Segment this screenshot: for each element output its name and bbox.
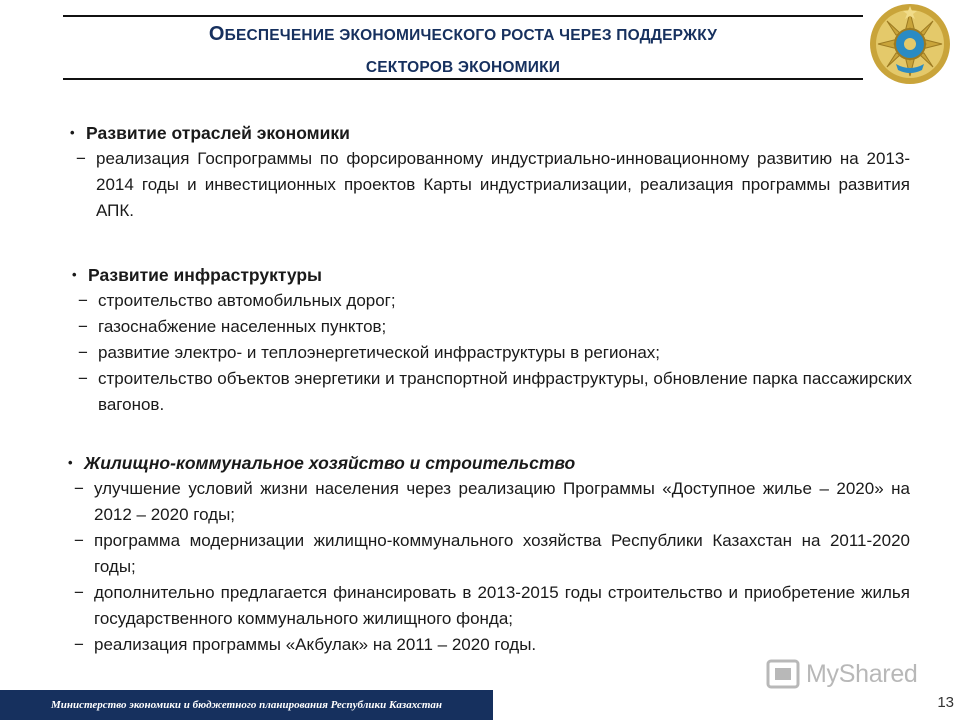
section-housing xyxy=(68,450,910,658)
title-line-1-rest: БЕСПЕЧЕНИЕ ЭКОНОМИЧЕСКОГО РОСТА ЧЕРЕЗ ПОДДЕРЖКУ xyxy=(224,27,718,44)
page-number: 13 xyxy=(937,694,954,711)
section-industry xyxy=(70,120,910,224)
section-heading-text: Развитие инфраструктуры xyxy=(88,265,322,285)
bullet-icon: • xyxy=(72,267,77,282)
title-top-rule xyxy=(63,15,863,17)
list-item xyxy=(72,340,912,366)
myshared-logo-icon xyxy=(766,657,800,691)
list-item-text: реализация Госпрограммы по форсированному индустриально-инновационному развитию на 2013-2014 годы и инвестиционных проектов Карты индустриализации, реализация программы развития АПК. xyxy=(96,149,910,220)
footer-ministry-bar: Министерство экономики и бюджетного планирования Республики Казахстан xyxy=(0,690,493,720)
dash-icon: − xyxy=(74,583,84,602)
section-infrastructure xyxy=(72,262,912,418)
section-heading-text: Жилищно-коммунальное хозяйство и строительство xyxy=(84,453,576,473)
section-heading xyxy=(70,120,910,146)
list-item-text: улучшение условий жизни населения через реализацию Программы «Доступное жилье – 2020» на 2012 – 2020 годы; xyxy=(94,479,910,524)
title-line-2: СЕКТОРОВ ЭКОНОМИКИ xyxy=(365,59,561,76)
list-item-text: развитие электро- и теплоэнергетической инфраструктуры в регионах; xyxy=(98,343,661,362)
list-item-text: строительство автомобильных дорог; xyxy=(98,291,396,310)
list-item xyxy=(68,580,910,632)
dash-icon: − xyxy=(78,343,88,362)
watermark xyxy=(766,654,926,694)
dash-icon: − xyxy=(74,479,84,498)
section-heading xyxy=(72,262,912,288)
section-heading xyxy=(68,450,910,476)
list-item-text: реализация программы «Акбулак» на 2011 – 2020 годы. xyxy=(94,635,537,654)
list-item xyxy=(72,314,912,340)
list-item-text: строительство объектов энергетики и транспортной инфраструктуры, обновление парка пассажирских вагонов. xyxy=(98,369,912,414)
list-item xyxy=(68,528,910,580)
dash-icon: − xyxy=(78,291,88,310)
kazakhstan-emblem-icon xyxy=(868,2,952,86)
bullet-icon: • xyxy=(70,125,75,140)
list-item-text: газоснабжение населенных пунктов; xyxy=(98,317,387,336)
title-bottom-rule xyxy=(63,78,863,80)
dash-icon: − xyxy=(76,149,86,168)
list-item xyxy=(68,476,910,528)
list-item xyxy=(72,288,912,314)
page-title xyxy=(63,18,863,84)
section-heading-text: Развитие отраслей экономики xyxy=(86,123,350,143)
watermark-text: MyShared xyxy=(806,659,918,688)
list-item xyxy=(72,366,912,418)
dash-icon: − xyxy=(78,317,88,336)
list-item-text: дополнительно предлагается финансировать в 2013-2015 годы строительство и приобретение жилья государственного коммунального жилищного фонда; xyxy=(94,583,910,628)
dash-icon: − xyxy=(74,531,84,550)
dash-icon: − xyxy=(78,369,88,388)
dash-icon: − xyxy=(74,635,84,654)
bullet-icon: • xyxy=(68,455,73,470)
title-initial: О xyxy=(208,23,225,45)
list-item-text: программа модернизации жилищно-коммунального хозяйства Республики Казахстан на 2011-2020 годы; xyxy=(94,531,910,576)
title-line-1 xyxy=(63,18,863,52)
list-item xyxy=(70,146,910,224)
